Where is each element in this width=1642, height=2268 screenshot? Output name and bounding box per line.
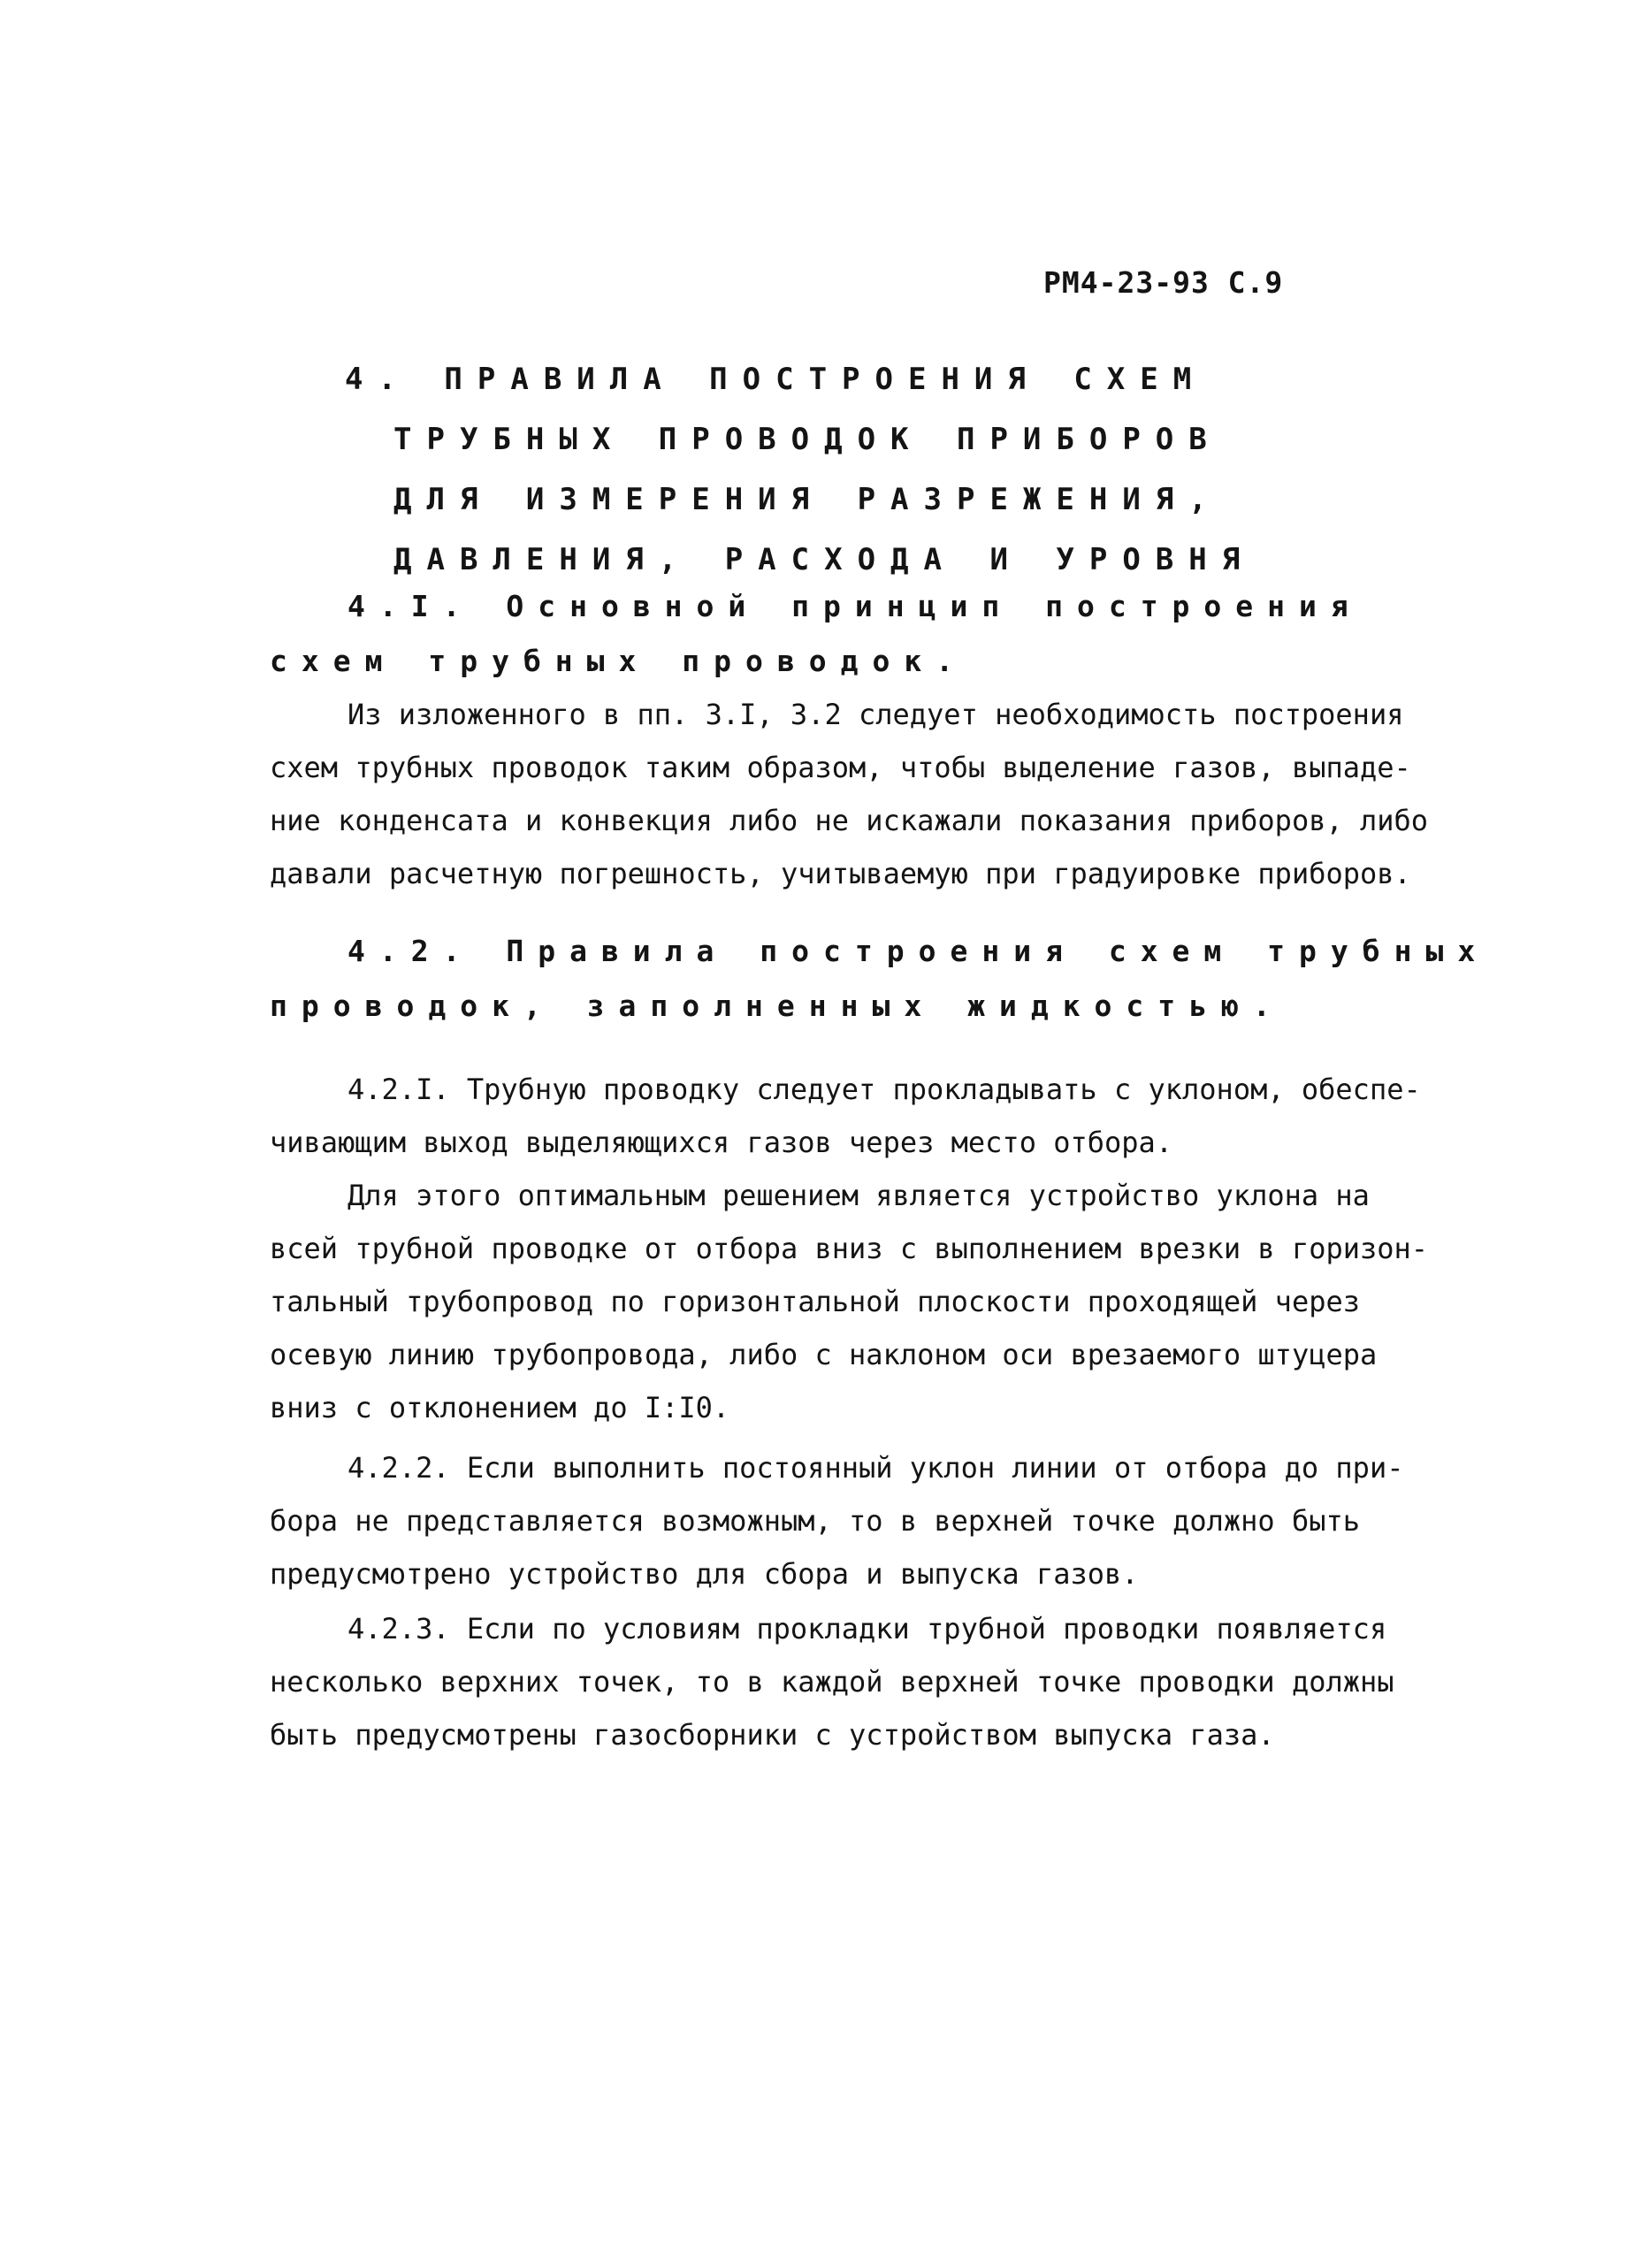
paragraph-line: быть предусмотрены газосборники с устройством выпуска газа. bbox=[270, 1718, 1275, 1752]
section-4-title-line-3: ДЛЯ ИЗМЕРЕНИЯ РАЗРЕЖЕНИЯ, bbox=[393, 482, 1222, 517]
paragraph-line: всей трубной проводке от отбора вниз с выполнением врезки в горизон- bbox=[270, 1232, 1429, 1265]
paragraph-line: тальный трубопровод по горизонтальной плоскости проходящей через bbox=[270, 1285, 1360, 1318]
paragraph-4-2-3 bbox=[270, 1602, 1419, 1761]
subsection-4-2-heading bbox=[270, 924, 1489, 1034]
paragraph-line: 4.2.I. Трубную проводку следует прокладывать с уклоном, обеспе- bbox=[347, 1073, 1421, 1106]
paragraph-line: ние конденсата и конвекция либо не искажали показания приборов, либо bbox=[270, 804, 1429, 837]
subsection-4-1-heading bbox=[270, 579, 1363, 689]
paragraph-line: бора не представляется возможным, то в верхней точке должно быть bbox=[270, 1504, 1360, 1538]
section-4-title-line-1: 4. ПРАВИЛА ПОСТРОЕНИЯ СХЕМ bbox=[345, 362, 1207, 397]
paragraph-line: вниз с отклонением до I:I0. bbox=[270, 1391, 730, 1424]
section-4-title bbox=[345, 349, 1255, 590]
paragraph-4-2-1 bbox=[270, 1063, 1419, 1169]
document-code: РМ4-23-93 С.9 bbox=[1043, 265, 1284, 300]
subsection-4-2-heading-line-2: проводок, заполненных жидкостью. bbox=[270, 989, 1285, 1023]
paragraph-line: Из изложенного в пп. 3.I, 3.2 следует необходимость построения bbox=[347, 698, 1404, 731]
paragraph-line: 4.2.2. Если выполнить постоянный уклон линии от отбора до при- bbox=[347, 1451, 1404, 1485]
section-4-title-line-4: ДАВЛЕНИЯ, РАСХОДА И УРОВНЯ bbox=[393, 542, 1256, 577]
subsection-4-1-heading-line-1: 4.I. Основной принцип построения bbox=[347, 589, 1363, 623]
paragraph-line: предусмотрено устройство для сбора и выпуска газов. bbox=[270, 1557, 1139, 1591]
paragraph-4-1 bbox=[270, 688, 1429, 900]
paragraph-4-2-2 bbox=[270, 1441, 1419, 1600]
paragraph-line: чивающим выход выделяющихся газов через место отбора. bbox=[270, 1126, 1173, 1159]
paragraph-line: несколько верхних точек, то в каждой верхней точке проводки должны bbox=[270, 1665, 1394, 1699]
paragraph-line: 4.2.3. Если по условиям прокладки трубной проводки появляется bbox=[347, 1612, 1387, 1646]
paragraph-line: схем трубных проводок таким образом, чтобы выделение газов, выпаде- bbox=[270, 751, 1411, 784]
subsection-4-2-heading-line-1: 4.2. Правила построения схем трубных bbox=[347, 934, 1490, 968]
subsection-4-1-heading-line-2: схем трубных проводок. bbox=[270, 644, 968, 678]
paragraph-line: Для этого оптимальным решением является устройство уклона на bbox=[347, 1179, 1370, 1212]
paragraph-line: осевую линию трубопровода, либо с наклоном оси врезаемого штуцера bbox=[270, 1338, 1378, 1371]
section-4-title-line-2: ТРУБНЫХ ПРОВОДОК ПРИБОРОВ bbox=[393, 422, 1222, 457]
paragraph-line: давали расчетную погрешность, учитываемую при градуировке приборов. bbox=[270, 857, 1411, 890]
paragraph-4-2-1-continued bbox=[270, 1169, 1429, 1434]
